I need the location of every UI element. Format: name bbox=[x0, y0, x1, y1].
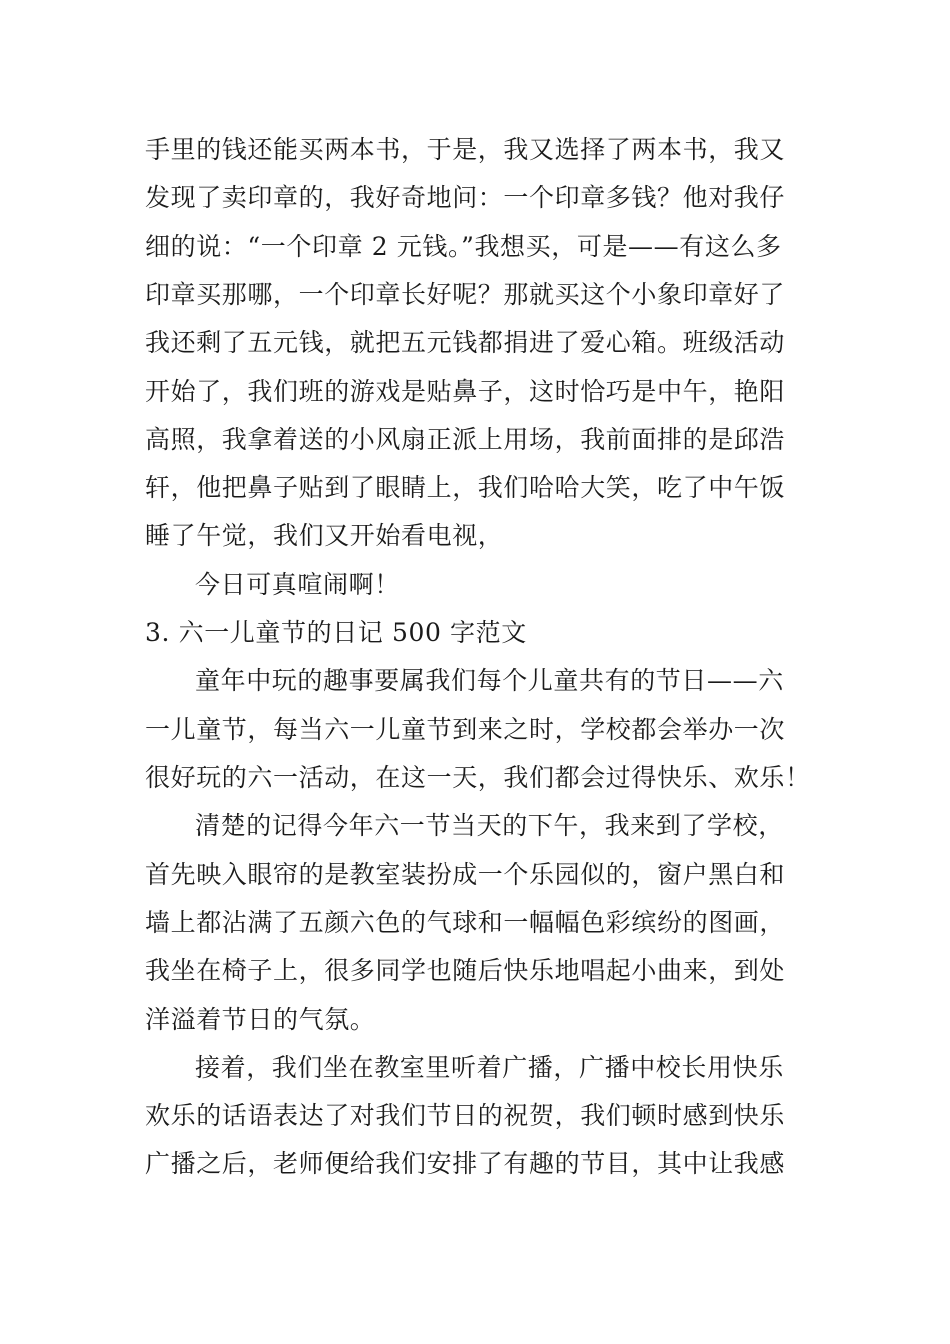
text-line: 高照，我拿着送的小风扇正派上用场，我前面排的是邱浩 bbox=[145, 425, 786, 454]
text-line: 发现了卖印章的，我好奇地问：一个印章多钱？他对我仔 bbox=[145, 183, 786, 212]
text-line: 轩，他把鼻子贴到了眼睛上，我们哈哈大笑，吃了中午饭 bbox=[145, 473, 786, 502]
section-heading: 3. 六一儿童节的日记 500 字范文 bbox=[145, 618, 527, 647]
text-line: 我还剩了五元钱，就把五元钱都捐进了爱心箱。班级活动 bbox=[145, 328, 786, 357]
text-line: 印章买那哪，一个印章长好呢？那就买这个小象印章好了 bbox=[145, 280, 786, 309]
text-line: 开始了，我们班的游戏是贴鼻子，这时恰巧是中午，艳阳 bbox=[145, 377, 786, 406]
text-line: 广播之后，老师便给我们安排了有趣的节目，其中让我感 bbox=[145, 1149, 786, 1178]
text-line: 洋溢着节日的气氛。 bbox=[145, 1005, 376, 1034]
text-line: 手里的钱还能买两本书，于是，我又选择了两本书，我又 bbox=[145, 135, 786, 164]
text-line: 欢乐的话语表达了对我们节日的祝贺，我们顿时感到快乐 bbox=[145, 1101, 786, 1130]
text-line: 我坐在椅子上，很多同学也随后快乐地唱起小曲来，到处 bbox=[145, 956, 786, 985]
paragraph-first-line: 接着，我们坐在教室里听着广播，广播中校长用快乐 bbox=[195, 1053, 784, 1082]
text-line: 很好玩的六一活动，在这一天，我们都会过得快乐、欢乐！ bbox=[145, 763, 811, 792]
text-line: 细的说：“一个印章 2 元钱。”我想买，可是——有这么多 bbox=[145, 232, 782, 261]
paragraph-first-line: 今日可真喧闹啊！ bbox=[195, 570, 400, 599]
paragraph-first-line: 清楚的记得今年六一节当天的下午，我来到了学校， bbox=[195, 811, 784, 840]
paragraph-first-line: 童年中玩的趣事要属我们每个儿童共有的节日——六 bbox=[195, 666, 784, 695]
text-line: 睡了午觉，我们又开始看电视， bbox=[145, 521, 504, 550]
text-line: 墙上都沾满了五颜六色的气球和一幅幅色彩缤纷的图画， bbox=[145, 908, 786, 937]
text-line: 一儿童节，每当六一儿童节到来之时，学校都会举办一次 bbox=[145, 715, 786, 744]
text-line: 首先映入眼帘的是教室装扮成一个乐园似的，窗户黑白和 bbox=[145, 860, 786, 889]
